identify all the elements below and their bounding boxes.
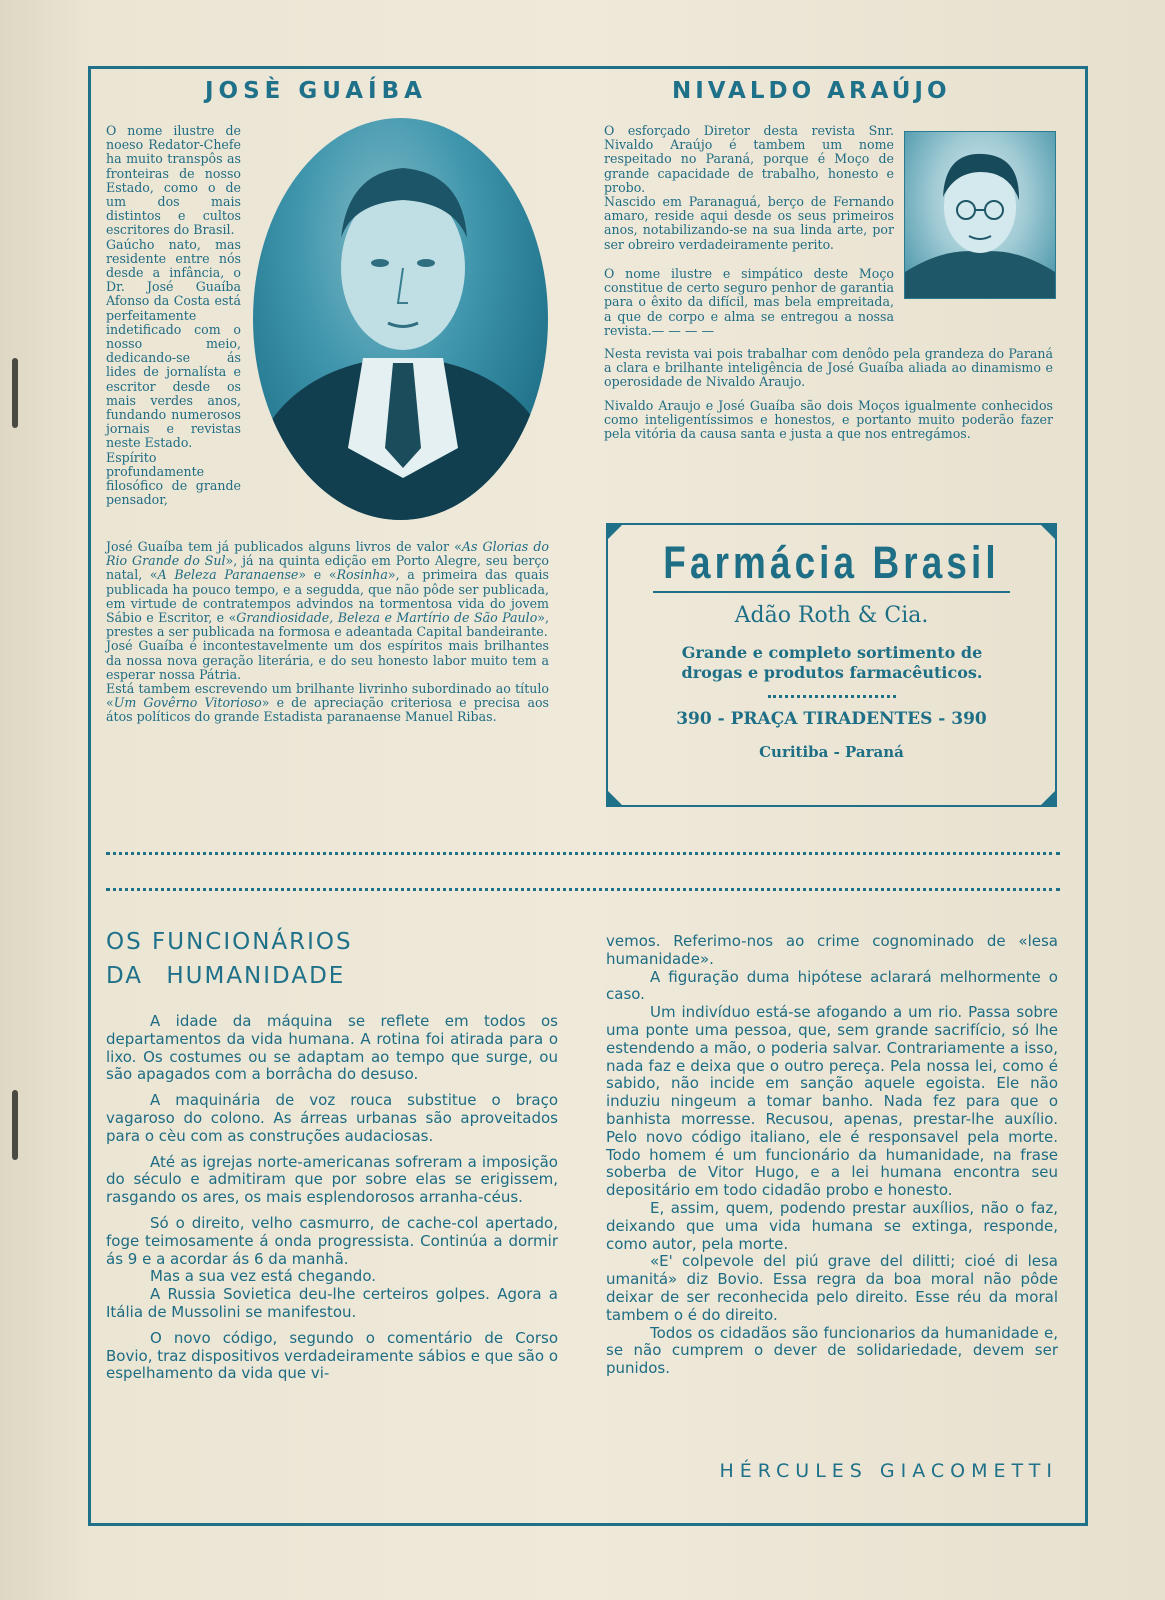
ad-rule bbox=[653, 591, 1010, 593]
paragraph: Espírito profundamente filosófico de grande pensador, bbox=[106, 449, 241, 508]
book-title: Um Govêrno Vitorioso bbox=[113, 695, 262, 711]
section-divider bbox=[106, 888, 1060, 891]
paragraph: José Guaíba é incontestavelmente um dos espíritos mais brilhantes da nossa nova geração literária, e do seu honesto labor muito tem a esperar nossa Pátria. bbox=[106, 638, 549, 682]
article-column-right bbox=[606, 933, 1058, 1378]
paragraph-books bbox=[106, 540, 549, 639]
paragraph: Nivaldo Araujo e José Guaíba são dois Moços igualmente conhecidos como inteligentíssimos e honestos, e portanto muito poderão fazer pela vitória da causa santa e justa a que nos entregámos. bbox=[604, 397, 1053, 442]
book-title: A Beleza Paranaense bbox=[157, 567, 299, 583]
article-column-left bbox=[106, 1013, 558, 1383]
article-title-nivaldo-araujo: NIVALDO ARAÚJO bbox=[672, 78, 951, 104]
portrait-photo-jose-guaiba bbox=[253, 118, 548, 520]
title-line: DA HUMANIDADE bbox=[106, 963, 346, 989]
text-span: », já na quinta edição em Porto Alegre, seu berço natal, « bbox=[106, 553, 549, 583]
ad-pharmacy-name: Farmácia Brasil bbox=[663, 537, 1000, 588]
article-title-jose-guaiba: JOSÈ GUAÍBA bbox=[205, 78, 427, 104]
nivaldo-araujo-text-wide bbox=[604, 267, 1053, 441]
paragraph: E, assim, quem, podendo prestar auxílios, não o faz, deixando que uma vida humana se extinga, responde, como autor, pela morte. bbox=[606, 1198, 1058, 1253]
nivaldo-araujo-text-narrow bbox=[604, 124, 894, 252]
text-span: », prestes a ser publicada na formosa e adeantada Capital bandeirante. bbox=[106, 610, 549, 640]
jose-guaiba-text-wide bbox=[106, 540, 549, 725]
paragraph: Mas a sua vez está chegando. bbox=[150, 1267, 376, 1286]
title-line: OS FUNCIONÁRIOS bbox=[106, 929, 353, 955]
paragraph: vemos. Referimo-nos ao crime cognominado de «lesa humanidade». bbox=[606, 932, 1058, 968]
ad-dotted-rule bbox=[768, 695, 896, 698]
pharmacy-advertisement bbox=[606, 523, 1057, 807]
book-title: Rosinha bbox=[336, 567, 388, 583]
paragraph: Nesta revista vai pois trabalhar com denôdo pela grandeza do Paraná a clara e brilhante inteligência de José Guaíba aliada ao dinamismo e operosidade de Nivaldo Araujo. bbox=[604, 346, 1053, 390]
paragraph: A Russia Sovietica deu-lhe certeiros golpes. Agora a Itália de Mussolini se manifestou. bbox=[106, 1285, 558, 1321]
paragraph: O novo código, segundo o comentário de Corso Bovio, traz dispositivos verdadeiramente sábios e que são o espelhamento da vida que vi- bbox=[106, 1328, 558, 1383]
jose-guaiba-text-narrow bbox=[106, 124, 241, 507]
paragraph: Até as igrejas norte-americanas sofreram a imposição do século e admitiram que por sobre elas se erigissem, rasgando os ares, os mais esplendorosos arranha-céus. bbox=[106, 1152, 558, 1207]
ad-company: Adão Roth & Cia. bbox=[734, 603, 929, 628]
text-span: », a primeira das quais publicada ha pouco tempo, e a segudda, que não pôde ser publicada, em virtude de contratempos advindos na tormentosa vida do jovem Sábio e Escritor, e « bbox=[106, 567, 549, 626]
paragraph-book5 bbox=[106, 682, 549, 725]
ad-address: 390 - PRAÇA TIRADENTES - 390 bbox=[676, 709, 987, 729]
text-span: José Guaíba tem já publicados alguns livros de valor « bbox=[106, 539, 462, 554]
binding-staple bbox=[12, 358, 18, 428]
ad-tagline: Grande e completo sortimento de drogas e produtos farmacêuticos. bbox=[681, 643, 983, 682]
text-span: » e « bbox=[298, 567, 337, 583]
paragraph: A maquinária de voz rouca substitue o braço vagaroso do colono. As árreas urbanas são aproveitados para o cèu com as construções audaciosas. bbox=[106, 1091, 558, 1145]
paragraph: A idade da máquina se reflete em todos os departamentos da vida humana. A rotina foi atirada para o lixo. Os costumes ou se adaptam ao tempo que surge, ou são apagados com a borrâcha do desuso. bbox=[106, 1012, 558, 1084]
article-author: HÉRCULES GIACOMETTI bbox=[719, 1460, 1058, 1482]
book-title: As Glorias do Rio Grande do Sul bbox=[106, 539, 549, 569]
portrait-illustration bbox=[253, 118, 548, 520]
ad-city: Curitiba - Paraná bbox=[759, 743, 904, 761]
paragraph: O nome ilustre de noeso Redator-Chefe ha muito transpôs as fronteiras de nosso Estado, como o de um dos mais distintos e cultos escritores do Brasil. bbox=[106, 123, 241, 238]
paragraph: «E' colpevole del piú grave del dilitti; cioé di lesa umanitá» diz Bovio. Essa regra da boa moral não pôde deixar de ser reconhecida pelo direito. Esse réu da moral tambem o é do direito. bbox=[606, 1252, 1058, 1324]
paragraph: Todos os cidadãos são funcionarios da humanidade e, se não cumprem o dever de solidariedade, devem ser punidos. bbox=[606, 1323, 1058, 1378]
book-title: Grandiosidade, Beleza e Martírio de São Paulo bbox=[236, 610, 538, 626]
text-span: » e de apreciação criteriosa e precisa aos átos políticos do grande Estadista paranaense Manuel Ribas. bbox=[106, 695, 549, 725]
binding-staple bbox=[12, 1090, 18, 1160]
text-span: Está tambem escrevendo um brilhante livrinho subordinado ao título « bbox=[106, 681, 549, 711]
paragraph: Um indivíduo está-se afogando a um rio. Passa sobre uma ponte uma pessoa, que, sem grande sacrifício, só lhe estendendo a mão, o poderia salvar. Contrariamente a isso, nada faz e deixa que o outro pereça. Pela nossa lei, como é sabido, não incide em sanção aquele egoista. Ele não induziu ningeum a tomar banho. Nada fez para que o banhista morresse. Recusou, apenas, prestar-lhe auxílio. Pelo novo código italiano, ele é responsavel pela morte. Todo homem é um funcionário da humanidade, na frase soberba de Vitor Hugo, e a lei humana encontra seu depositário em todo cidadão probo e honesto. bbox=[606, 1003, 1058, 1200]
section-divider bbox=[106, 852, 1060, 855]
article-title-funcionarios bbox=[106, 925, 353, 993]
paragraph: O nome ilustre e simpático deste Moço constitue de certo seguro penhor de garantia para o êxito da difícil, mas bela empreitada, a que de corpo e alma se entregou a nossa revista.— — — — bbox=[604, 266, 894, 338]
paragraph: O esforçado Diretor desta revista Snr. Nivaldo Araújo é tambem um nome respeitado no Paraná, porque é Moço de grande capacidade de trabalho, honesto e probo. bbox=[604, 123, 894, 195]
paragraph: Nascido em Paranaguá, berço de Fernando amaro, reside aqui desde os seus primeiros anos, notabilizando-se na sua linda arte, por ser obreiro verdadeiramente perito. bbox=[604, 194, 894, 252]
paragraph: A figuração duma hipótese aclarará melhormente o caso. bbox=[606, 967, 1058, 1004]
paragraph: Gaúcho nato, mas residente entre nós desde a infância, o Dr. José Guaíba Afonso da Costa está perfeitamente indetificado com o nosso meio, dedicando-se ás lides de jornalísta e escritor desde os mais verdes anos, fundando numerosos jornais e revistas neste Estado. bbox=[106, 236, 241, 451]
paragraph: Só o direito, velho casmurro, de cache-col apertado, foge teimosamente á onda progressista. Continúa a dormir ás 9 e a acordar ás 6 da manhã. bbox=[106, 1213, 558, 1268]
